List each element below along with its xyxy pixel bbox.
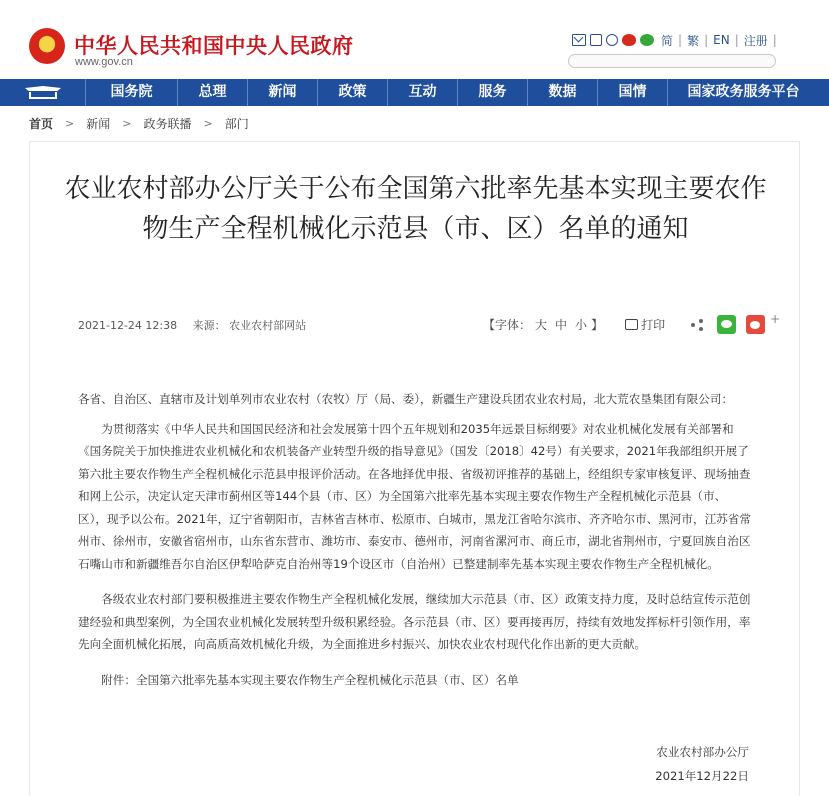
addressee-paragraph: 各省、自治区、直辖市及计划单列市农业农村（农牧）厅（局、委），新疆生产建设兵团农业农村局，北大荒农垦集团有限公司： bbox=[78, 392, 734, 406]
breadcrumb bbox=[29, 115, 249, 132]
print-button[interactable]: 打印 bbox=[641, 318, 666, 332]
article-meta bbox=[78, 317, 306, 333]
chevron-right-icon: > bbox=[203, 117, 213, 130]
more-share-button[interactable]: + bbox=[770, 311, 781, 326]
article-container bbox=[29, 141, 800, 796]
attachment-link[interactable]: 附件：全国第六批率先基本实现主要农作物生产全程机械化示范县（市、区）名单 bbox=[101, 672, 519, 687]
font-size-small-button[interactable]: 小 bbox=[575, 318, 588, 332]
sign-date: 2021年12月22日 bbox=[655, 769, 749, 783]
palace-icon bbox=[25, 86, 61, 99]
print-icon[interactable] bbox=[625, 319, 638, 330]
nav-item-national-info[interactable]: 国情 bbox=[598, 79, 668, 106]
nav-item-premier[interactable]: 总理 bbox=[178, 79, 248, 106]
font-size-large-button[interactable]: 大 bbox=[535, 318, 548, 332]
doc-icon[interactable] bbox=[606, 34, 618, 46]
search-input[interactable] bbox=[568, 54, 776, 68]
breadcrumb-news[interactable]: 新闻 bbox=[86, 117, 111, 131]
font-size-end: 】 bbox=[591, 318, 604, 332]
main-nav bbox=[0, 79, 829, 106]
breadcrumb-department[interactable]: 部门 bbox=[224, 117, 249, 131]
separator: | bbox=[772, 33, 777, 47]
signer: 农业农村部办公厅 bbox=[656, 745, 749, 759]
nav-item-gov-service-platform[interactable]: 国家政务服务平台 bbox=[687, 84, 800, 100]
lang-simplified-link[interactable]: 简 bbox=[661, 33, 674, 48]
register-link[interactable]: 注册 bbox=[743, 33, 768, 48]
share-icon[interactable] bbox=[691, 319, 703, 331]
wechat-icon[interactable] bbox=[640, 34, 654, 46]
site-title[interactable]: 中华人民共和国中央人民政府 bbox=[74, 34, 354, 58]
separator: | bbox=[678, 33, 683, 47]
mobile-icon[interactable] bbox=[590, 34, 602, 46]
mail-icon[interactable] bbox=[572, 34, 586, 46]
article-tools bbox=[483, 311, 781, 334]
separator: | bbox=[734, 33, 739, 47]
font-size-medium-button[interactable]: 中 bbox=[555, 318, 568, 332]
breadcrumb-home[interactable]: 首页 bbox=[29, 117, 54, 131]
site-url: www.gov.cn bbox=[75, 56, 133, 68]
nav-item-interaction[interactable]: 互动 bbox=[388, 79, 458, 106]
nav-item-news[interactable]: 新闻 bbox=[248, 79, 318, 106]
chevron-right-icon: > bbox=[122, 117, 132, 130]
separator: | bbox=[704, 33, 709, 47]
weibo-icon[interactable] bbox=[622, 34, 636, 46]
wechat-share-icon[interactable] bbox=[717, 315, 736, 334]
nav-item-service[interactable]: 服务 bbox=[458, 79, 528, 106]
nav-item-policy[interactable]: 政策 bbox=[318, 79, 388, 106]
nav-home-button[interactable] bbox=[0, 79, 86, 106]
font-size-label: 【字体： bbox=[483, 318, 532, 332]
article-source: 来源： 农业农村部网站 bbox=[192, 319, 307, 332]
body-paragraph-2: 各级农业农村部门要积极推进主要农作物生产全程机械化发展，继续加大示范县（市、区）政策支持力度，及时总结宣传示范创建经验和典型案例，为全国农业机械化发展转型升级积累经验。各示范县（市、区）要再接再厉，持续有效地发挥标杆引领作用，率先向全面机械化拓展，向高质高效机械化升级，为全面推进乡村振兴、加快农业农村现代化作出新的更大贡献。 bbox=[78, 592, 751, 651]
national-emblem-icon[interactable] bbox=[29, 28, 65, 64]
site-header bbox=[0, 0, 829, 79]
weibo-share-icon[interactable] bbox=[746, 315, 765, 334]
lang-traditional-link[interactable]: 繁 bbox=[687, 33, 700, 48]
header-tools bbox=[572, 32, 779, 48]
publish-date: 2021-12-24 12:38 bbox=[78, 319, 178, 332]
nav-item-data[interactable]: 数据 bbox=[528, 79, 598, 106]
breadcrumb-gov-broadcast[interactable]: 政务联播 bbox=[143, 117, 192, 131]
chevron-right-icon: > bbox=[65, 117, 75, 130]
lang-english-link[interactable]: EN bbox=[713, 33, 730, 47]
article-title: 农业农村部办公厅关于公布全国第六批率先基本实现主要农作物生产全程机械化示范县（市、区）名单的通知 bbox=[64, 174, 767, 244]
body-paragraph-1: 为贯彻落实《中华人民共和国国民经济和社会发展第十四个五年规划和2035年远景目标纲要》对农业机械化发展有关部署和《国务院关于加快推进农业机械化和农机装备产业转型升级的指导意见》（国发〔2018〕42号）有关要求，2021年我部组织开展了第六批主要农作物生产全程机械化示范县申报评价活动。在各地择优申报、省级初评推荐的基础上，经组织专家审核复评、现场抽查和网上公示，决定认定天津市蓟州区等144个县（市、区）为全国第六批率先基本实现主要农作物生产全程机械化示范县（市、区），现予以公布。2021年，辽宁省朝阳市，吉林省吉林市、松原市、白城市，黑龙江省哈尔滨市、齐齐哈尔市、黑河市，江苏省常州市、徐州市，安徽省宿州市，山东省东营市、潍坊市、泰安市、德州市，河南省漯河市、商丘市，湖北省荆州市，宁夏回族自治区石嘴山市和新疆维吾尔自治区伊犁哈萨克自治州等19个设区市（自治州）已整建制率先基本实现主要农作物生产全程机械化。 bbox=[78, 421, 751, 571]
nav-item-state-council[interactable]: 国务院 bbox=[86, 79, 178, 106]
article-body bbox=[78, 388, 754, 691]
